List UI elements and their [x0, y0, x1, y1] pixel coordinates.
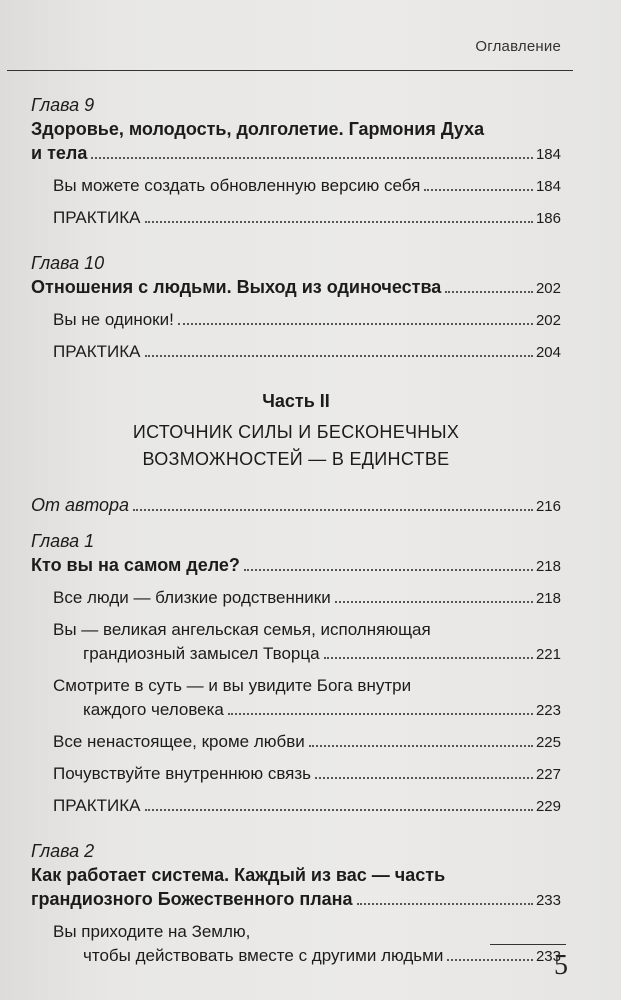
toc-entry[interactable]: [31, 493, 561, 519]
dot-leader: [309, 745, 533, 747]
page-ref: 202: [535, 312, 561, 329]
running-title: Оглавление: [475, 38, 561, 55]
section-title-line: Вы — великая ангельская семья, исполняющая: [53, 620, 431, 639]
page-ref: 233: [535, 892, 561, 909]
dot-leader: [145, 221, 533, 223]
chapter-label: Глава 2: [31, 841, 95, 861]
section-title: Все ненастоящее, кроме любви: [53, 732, 305, 751]
page-ref: 229: [535, 798, 561, 815]
dot-leader: [335, 601, 533, 603]
page-ref: 202: [535, 280, 561, 297]
dot-leader: [244, 569, 533, 571]
toc-entry[interactable]: [31, 698, 561, 723]
section-title: Все люди — близкие родственники: [53, 588, 331, 607]
chapter-title: Отношения с людьми. Выход из одиночества: [31, 277, 442, 297]
toc-entry[interactable]: [31, 762, 561, 787]
part-title-line: ИСТОЧНИК СИЛЫ И БЕСКОНЕЧНЫХ: [132, 422, 460, 442]
toc-entry[interactable]: [31, 730, 561, 755]
toc-entry[interactable]: [31, 944, 561, 969]
section-title-line: Смотрите в суть — и вы увидите Бога внутри: [53, 676, 412, 695]
chapter-label: Глава 1: [31, 531, 95, 551]
dot-leader: [357, 903, 533, 905]
chapter-title-line: Как работает система. Каждый из вас — часть: [31, 865, 446, 885]
toc-entry[interactable]: [31, 586, 561, 611]
section-title-line: каждого человека: [83, 700, 224, 719]
section-title: От автора: [31, 495, 130, 515]
toc-entry[interactable]: [31, 141, 561, 167]
chapter-label: Глава 9: [31, 95, 95, 115]
toc-entry[interactable]: [31, 275, 561, 301]
section-title-line: грандиозный замысел Творца: [83, 644, 320, 663]
dot-leader: [228, 713, 533, 715]
page-ref: 227: [535, 766, 561, 783]
section-title: ПРАКТИКА: [53, 208, 141, 227]
page-ref: 221: [535, 646, 561, 663]
section-title: Вы не одиноки!: [53, 310, 174, 329]
page-ref: 233: [535, 948, 561, 965]
header-rule: [7, 70, 573, 71]
dot-leader: [145, 809, 533, 811]
toc-entry[interactable]: [31, 206, 561, 231]
toc-entry[interactable]: [31, 794, 561, 819]
toc-entry[interactable]: [31, 174, 561, 199]
page-ref: 218: [535, 558, 561, 575]
chapter-title-line: грандиозного Божественного плана: [31, 889, 353, 909]
table-of-contents: [31, 93, 561, 969]
dot-leader: [133, 509, 533, 511]
chapter-title: Кто вы на самом деле?: [31, 555, 240, 575]
section-title: Почувствуйте внутреннюю связь: [53, 764, 312, 783]
dot-leader: [324, 657, 533, 659]
section-title-line: чтобы действовать вместе с другими людьми: [83, 946, 444, 965]
page-ref: 218: [535, 590, 561, 607]
chapter-label: Глава 10: [31, 253, 105, 273]
page-number: 5: [554, 950, 568, 981]
page-ref: 216: [535, 498, 561, 515]
dot-leader: [315, 777, 533, 779]
page-ref: 186: [535, 210, 561, 227]
toc-entry[interactable]: [31, 642, 561, 667]
footer-rule: [490, 944, 566, 945]
dot-leader: [424, 189, 533, 191]
section-title: ПРАКТИКА: [53, 796, 141, 815]
part-title-line: ВОЗМОЖНОСТЕЙ — В ЕДИНСТВЕ: [142, 449, 450, 469]
page-ref: 225: [535, 734, 561, 751]
toc-entry[interactable]: [31, 553, 561, 579]
toc-entry[interactable]: [31, 308, 561, 333]
chapter-title-line: Здоровье, молодость, долголетие. Гармония Духа: [31, 119, 485, 139]
page-ref: 204: [535, 344, 561, 361]
toc-entry[interactable]: [31, 340, 561, 365]
dot-leader: [445, 291, 533, 293]
dot-leader: [178, 323, 533, 325]
page-ref: 223: [535, 702, 561, 719]
page-ref: 184: [535, 178, 561, 195]
section-title: Вы можете создать обновленную версию себя: [53, 176, 421, 195]
chapter-title-line: и тела: [31, 143, 88, 163]
page-ref: 184: [535, 146, 561, 163]
section-title: ПРАКТИКА: [53, 342, 141, 361]
toc-entry[interactable]: [31, 887, 561, 913]
section-title-line: Вы приходите на Землю,: [53, 922, 251, 941]
dot-leader: [447, 959, 533, 961]
part-label: Часть II: [262, 391, 330, 411]
dot-leader: [145, 355, 533, 357]
dot-leader: [91, 157, 533, 159]
